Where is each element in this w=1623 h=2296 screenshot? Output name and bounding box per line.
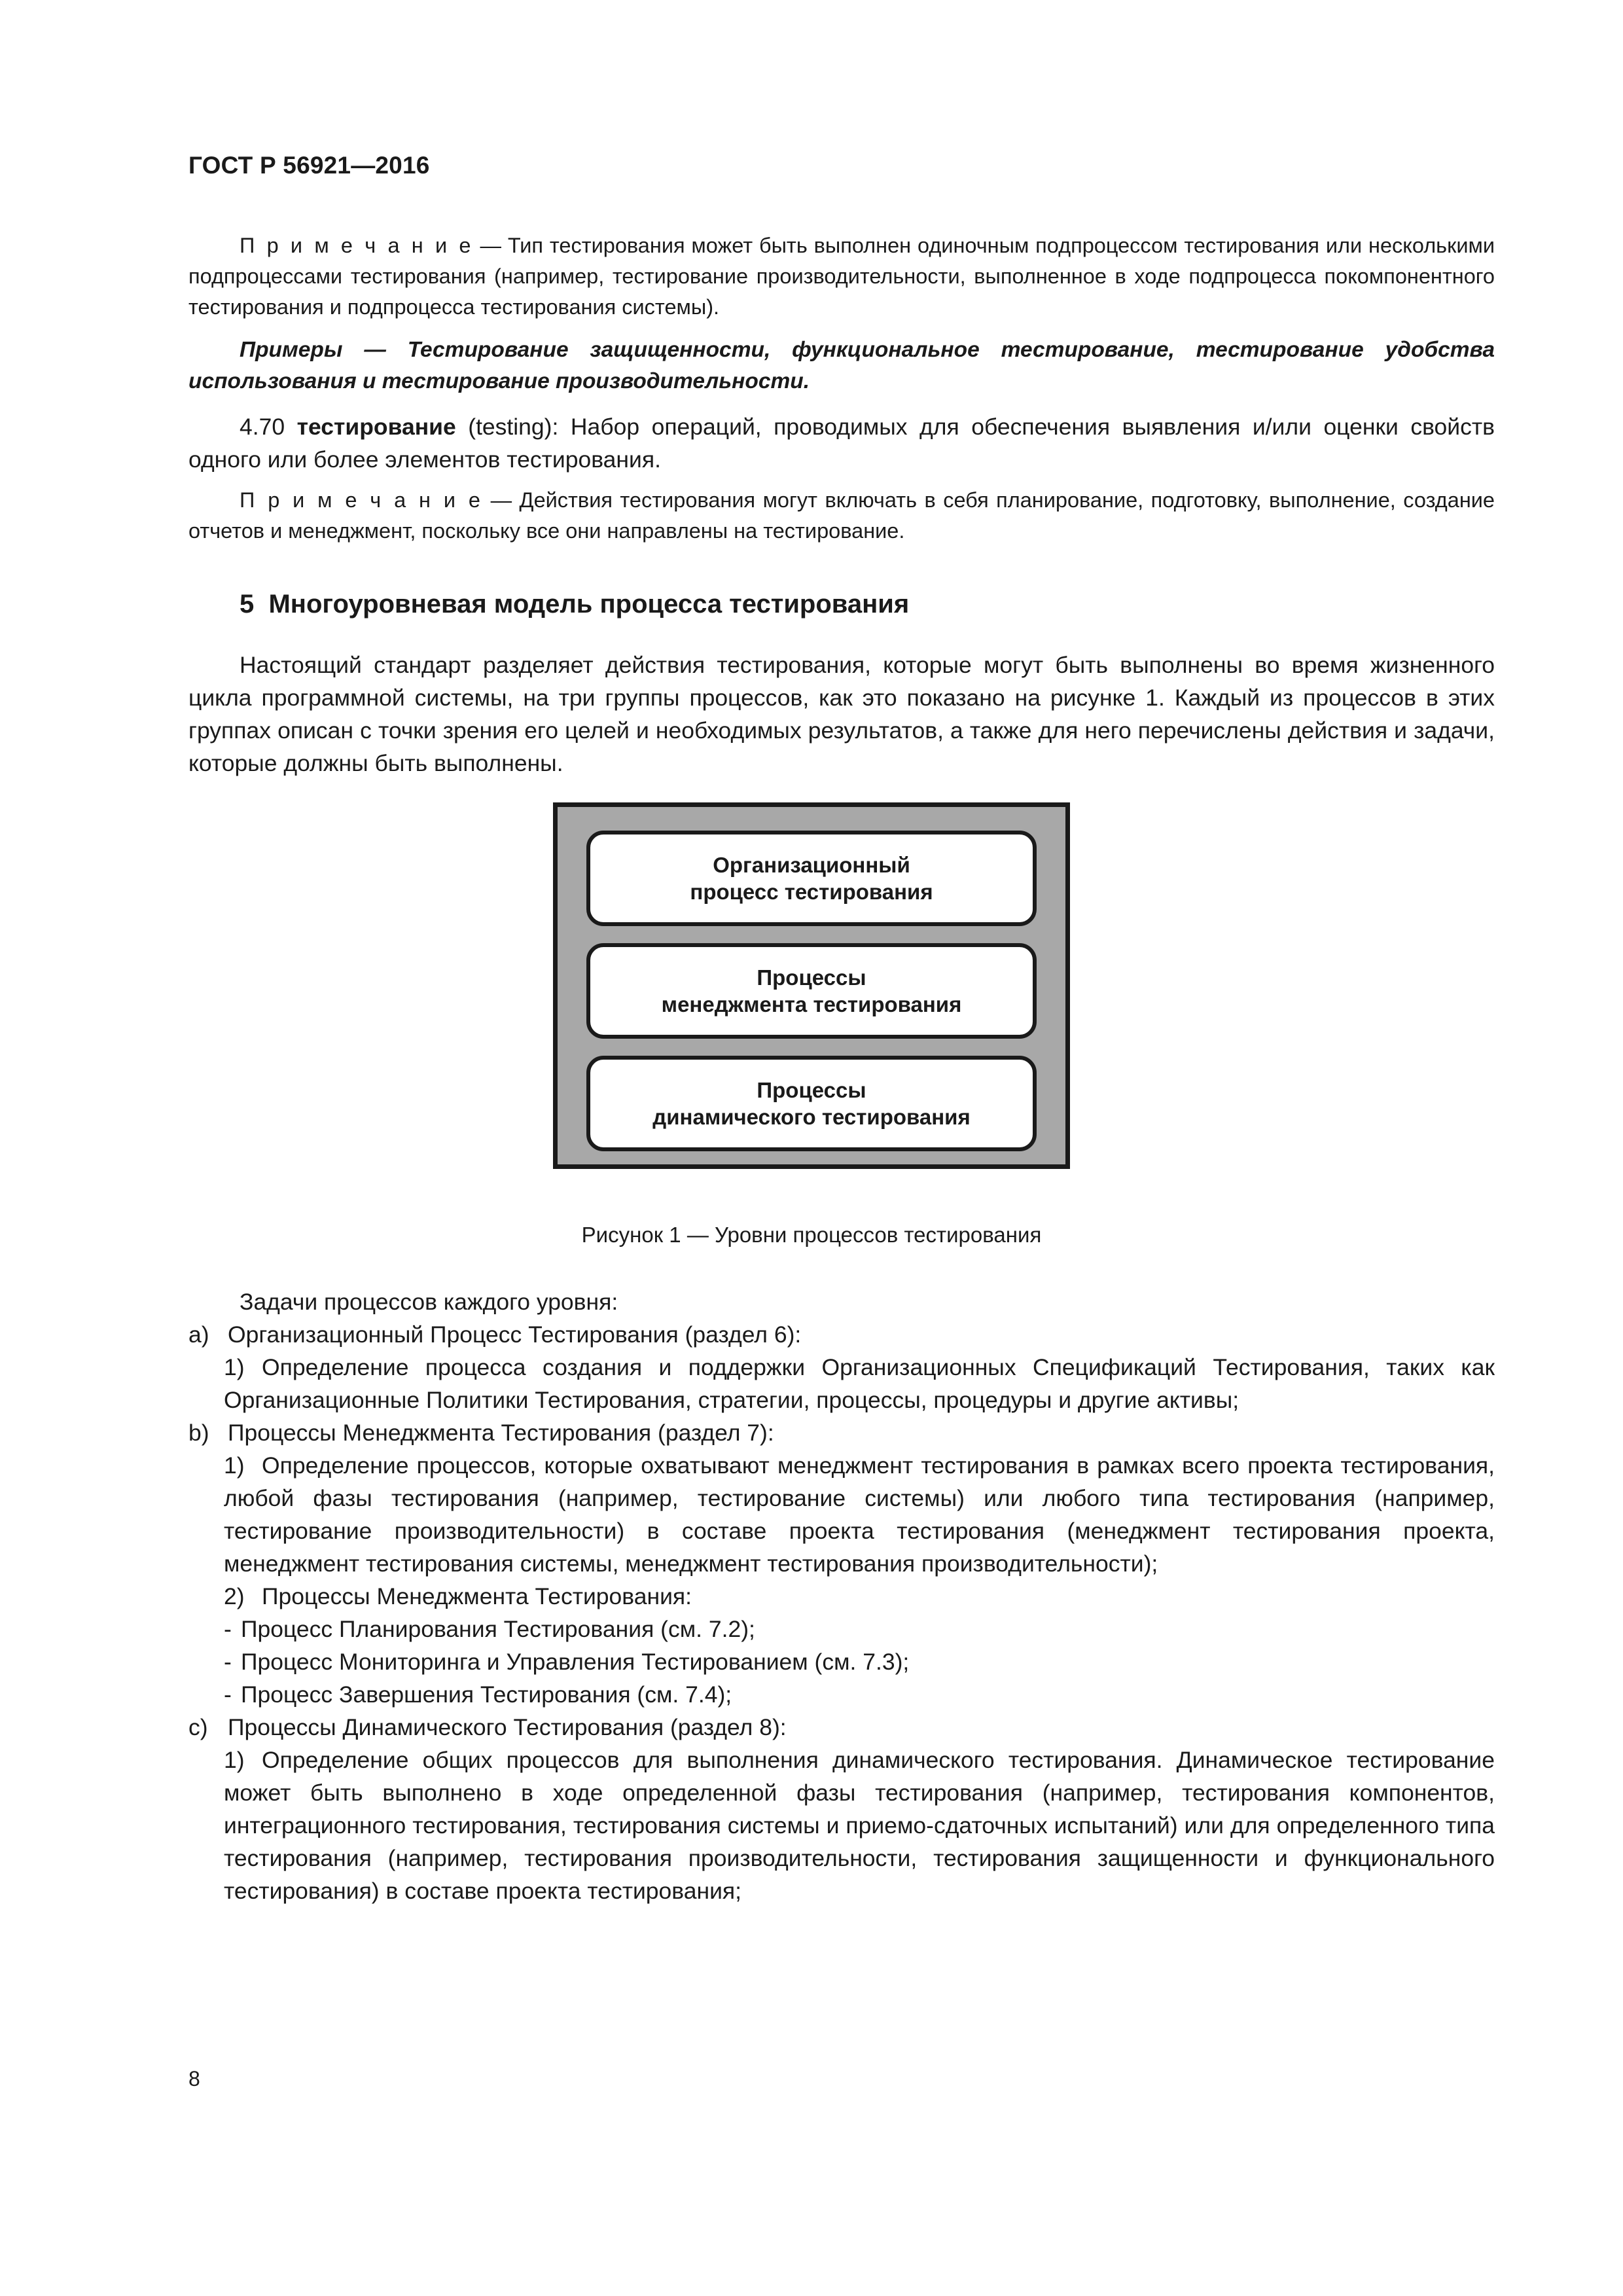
list-item-text: Процессы Менеджмента Тестирования:: [262, 1583, 692, 1609]
list-item-text: Организационный Процесс Тестирования (раздел 6):: [228, 1321, 802, 1348]
figure-box-dynamic: [586, 1056, 1037, 1151]
figure-box-line1: Процессы: [757, 965, 866, 990]
list-item-text: Процесс Завершения Тестирования (см. 7.4);: [241, 1681, 732, 1708]
list-item-text: Процессы Менеджмента Тестирования (раздел 7):: [228, 1420, 774, 1446]
figure-box-line1: Организационный: [713, 853, 910, 877]
definition-text: Набор операций, проводимых для обеспечения выявления и/или оценки свойств одного или более элементов тестирования.: [188, 414, 1495, 473]
list-lead-in: Задачи процессов каждого уровня:: [240, 1289, 618, 1315]
list-marker: -: [224, 1649, 232, 1675]
figure-box-organizational: [586, 831, 1037, 926]
list-marker: -: [224, 1616, 232, 1642]
list-marker: 2): [224, 1583, 245, 1609]
list-item: [188, 1711, 1495, 1744]
definition-term: тестирование: [296, 414, 456, 440]
list-item-text: Определение процессов, которые охватывают менеджмент тестирования в рамках всего проекта тестирования, любой фазы тестирования (например, тестирование системы) или любого типа тестирования (например, тестирование производительности) в составе проекта тестирования (менеджмент тестирования проекта, менеджмент тестирования системы, менеджмент тестирования производительности);: [224, 1452, 1495, 1577]
note-label-2: П р и м е ч а н и е: [240, 488, 484, 512]
figure-box-line2: динамического тестирования: [652, 1105, 971, 1129]
list-item-text: Процессы Динамического Тестирования (раздел 8):: [228, 1714, 787, 1740]
list-item: [188, 1744, 1495, 1907]
list-item: [188, 1580, 1495, 1613]
section-intro-paragraph: Настоящий стандарт разделяет действия тестирования, которые могут быть выполнены во время жизненного цикла программной системы, на три группы процессов, как это показано на рисунке 1. Каждый из процессов в этих группах описан с точки зрения его целей и необходимых результатов, а также для него перечислены действия и задачи, которые должны быть выполнены.: [188, 652, 1495, 776]
figure-caption: Рисунок 1 — Уровни процессов тестирования: [581, 1223, 1042, 1247]
task-list: [188, 1285, 1495, 1907]
list-item-text: Определение процесса создания и поддержки Организационных Спецификаций Тестирования, таких как Организационные Политики Тестирования, стратегии, процессы, процедуры и другие активы;: [224, 1354, 1495, 1413]
list-item: [188, 1318, 1495, 1351]
note-paragraph-1: [188, 230, 1495, 323]
list-marker: b): [188, 1420, 209, 1446]
note-label: П р и м е ч а н и е: [240, 234, 474, 257]
running-head: ГОСТ Р 56921—2016: [188, 152, 430, 179]
figure-1: [0, 802, 1623, 1169]
list-item-text: Процесс Планирования Тестирования (см. 7.2);: [241, 1616, 755, 1642]
list-marker: c): [188, 1714, 208, 1740]
figure-box-line2: менеджмента тестирования: [661, 992, 962, 1016]
list-item-text: Процесс Мониторинга и Управления Тестированием (см. 7.3);: [241, 1649, 910, 1675]
definition-english: (testing):: [468, 414, 559, 440]
body-content-top: [188, 230, 1495, 780]
list-item: [188, 1416, 1495, 1449]
list-item: [188, 1449, 1495, 1580]
page-number: 8: [188, 2067, 200, 2090]
list-item-text: Определение общих процессов для выполнения динамического тестирования. Динамическое тестирование может быть выполнено в ходе определенной фазы тестирования (например, тестирования компонентов, интеграционного тестирования, тестирования системы и приемо-сдаточных испытаний) или для определенного типа тестирования (например, тестирования производительности, тестирования защищенности и функционального тестирования) в составе проекта тестирования;: [224, 1747, 1495, 1904]
section-number: 5: [240, 590, 255, 619]
list-item: [188, 1351, 1495, 1416]
list-marker: 1): [224, 1354, 245, 1380]
figure-box-text: [662, 964, 962, 1018]
list-marker: 1): [224, 1747, 245, 1773]
figure-box-text: [652, 1077, 970, 1130]
list-item: [188, 1645, 1495, 1678]
definition-paragraph: [188, 410, 1495, 476]
figure-box-management: [586, 943, 1037, 1039]
examples-text: Примеры — Тестирование защищенности, функциональное тестирование, тестирование удобства использования и тестирование производительности.: [188, 338, 1495, 393]
list-marker: a): [188, 1321, 209, 1348]
list-item: [188, 1678, 1495, 1711]
section-title: Многоуровневая модель процесса тестирования: [268, 590, 910, 619]
list-marker: -: [224, 1681, 232, 1708]
list-marker: 1): [224, 1452, 245, 1479]
figure-box-text: [690, 852, 933, 905]
note-text: — Тип тестирования может быть выполнен одиночным подпроцессом тестирования или несколькими подпроцессами тестирования (например, тестирование производительности, выполненное в ходе подпроцесса покомпонентного тестирования и подпроцесса тестирования системы).: [188, 234, 1495, 319]
section-heading: [188, 587, 1495, 621]
definition-number: 4.70: [240, 414, 285, 440]
figure-box-line1: Процессы: [757, 1078, 866, 1102]
note-text-2: — Действия тестирования могут включать в себя планирование, подготовку, выполнение, создание отчетов и менеджмент, поскольку все они направлены на тестирование.: [188, 488, 1495, 543]
list-item: [188, 1613, 1495, 1645]
figure-frame: [553, 802, 1070, 1169]
examples-paragraph: [188, 334, 1495, 397]
note-paragraph-2: [188, 485, 1495, 547]
figure-box-line2: процесс тестирования: [690, 880, 933, 904]
